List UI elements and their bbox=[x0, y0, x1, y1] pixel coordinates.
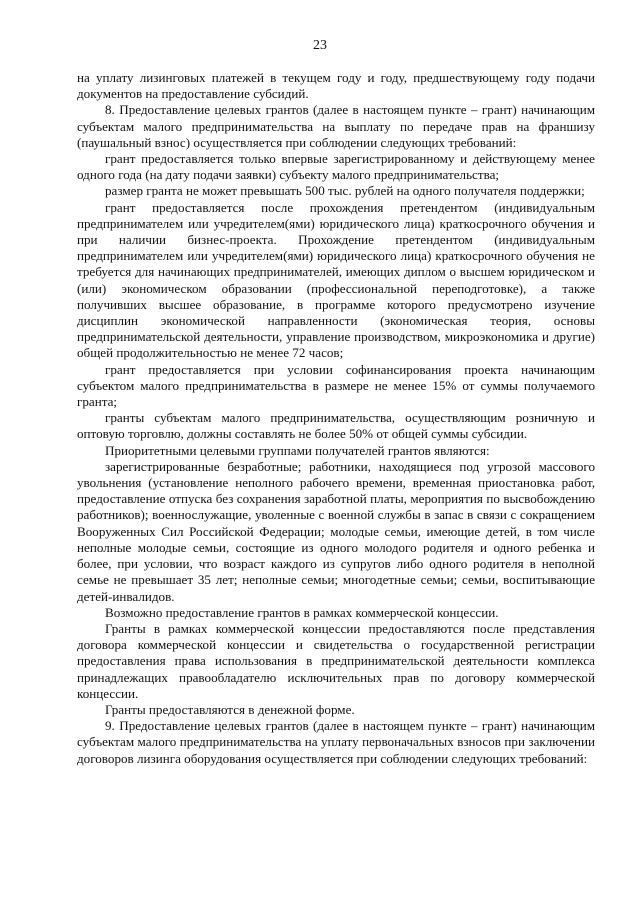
paragraph: Гранты в рамках коммерческой концессии предоставляются после представления договора коммерческой концессии и свидетельства о государственной регистрации предоставления права использования в предпринимательской деятельности комплекса принадлежащих правообладателю исключительных прав по договору коммерческой концессии. bbox=[77, 620, 595, 701]
paragraph: размер гранта не может превышать 500 тыс. рублей на одного получателя поддержки; bbox=[105, 183, 585, 199]
paragraph: 8. Предоставление целевых грантов (далее в настоящем пункте – грант) начинающим субъектам малого предпринимательства на выплату по передаче прав на франшизу (паушальный взнос) осуществляется при соблюдении следующих требований: bbox=[77, 102, 595, 150]
page-number: 23 bbox=[313, 38, 327, 53]
paragraph: Гранты предоставляются в денежной форме. bbox=[105, 701, 355, 717]
paragraph: Возможно предоставление грантов в рамках коммерческой концессии. bbox=[105, 604, 499, 620]
paragraph: 9. Предоставление целевых грантов (далее в настоящем пункте – грант) начинающим субъектам малого предпринимательства на уплату первоначальных взносов при заключении договоров лизинга оборудования осуществляется при соблюдении следующих требований: bbox=[77, 718, 595, 766]
paragraph: гранты субъектам малого предпринимательства, осуществляющим розничную и оптовую торговлю, должны составлять не более 50% от общей суммы субсидии. bbox=[77, 410, 595, 442]
paragraph: грант предоставляется после прохождения претендентом (индивидуальным предпринимателем или учредителем(ями) юридического лица) краткосрочного обучения и при наличии бизнес-проекта. Прохождение претендентом (индивидуальным предпринимателем или учредителем(ями) юридического лица) краткосрочного обучения не требуется для начинающих предпринимателей, имеющих диплом о высшем юридическом и (или) экономическом образовании (профессиональной переподготовке), а также получивших высшее образование, в программе которого предусмотрено изучение дисциплин экономической направленности (экономическая теория, основы предпринимательской деятельности, управление производством, микроэкономика и другие) общей продолжительностью не менее 72 часов; bbox=[77, 199, 595, 361]
body-text bbox=[77, 70, 595, 767]
paragraph: на уплату лизинговых платежей в текущем году и году, предшествующему году подачи документов на предоставление субсидий. bbox=[77, 70, 595, 102]
paragraph: грант предоставляется только впервые зарегистрированному и действующему менее одного года (на дату подачи заявки) субъекту малого предпринимательства; bbox=[77, 151, 595, 183]
paragraph: зарегистрированные безработные; работники, находящиеся под угрозой массового увольнения (установление неполного рабочего времени, временная приостановка работ, предоставление отпуска без сохранения заработной платы, мероприятия по высвобождению работников); военнослужащие, уволенные с военной службы в запас в связи с сокращением Вооруженных Сил Российской Федерации; молодые семьи, имеющие детей, в том числе неполные молодые семьи, состоящие из одного молодого родителя и одного ребенка и более, при условии, что возраст каждого из супругов либо одного родителя в неполной семье не превышает 35 лет; неполные семьи; многодетные семьи; семьи, воспитывающие детей-инвалидов. bbox=[77, 458, 595, 604]
paragraph: Приоритетными целевыми группами получателей грантов являются: bbox=[105, 442, 490, 458]
paragraph: грант предоставляется при условии софинансирования проекта начинающим субъектом малого предпринимательства в размере не менее 15% от суммы получаемого гранта; bbox=[77, 361, 595, 410]
